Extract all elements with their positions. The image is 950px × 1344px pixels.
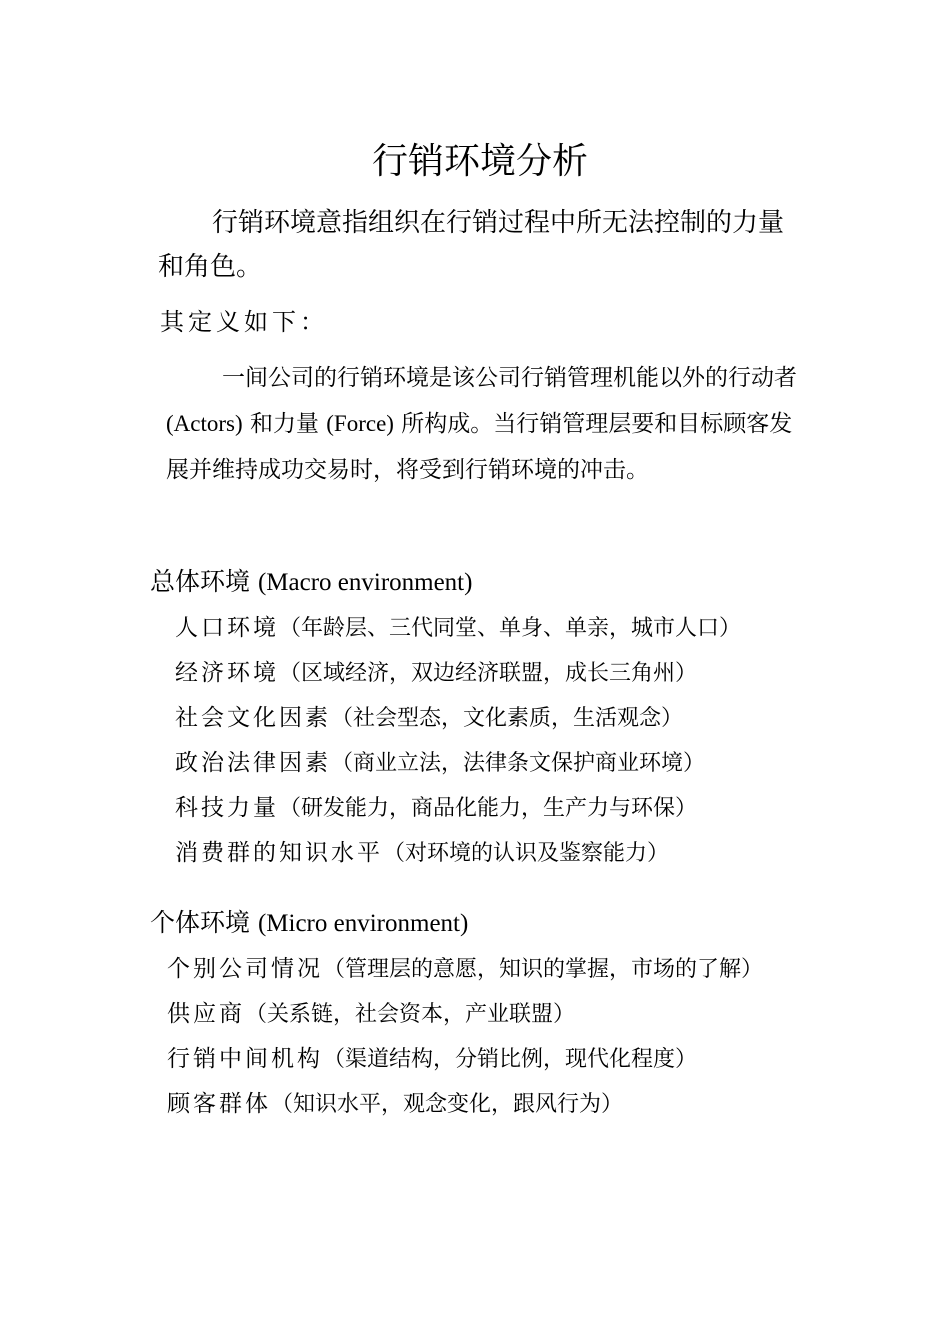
list-item xyxy=(175,651,741,696)
macro-heading xyxy=(150,564,472,601)
list-item-detail: （研发能力，商品化能力，生产力与环保） xyxy=(279,796,698,821)
list-item-detail: （社会型态，文化素质，生活观念） xyxy=(331,706,684,731)
list-item xyxy=(167,1037,763,1082)
micro-list xyxy=(167,947,763,1127)
list-item xyxy=(167,992,763,1037)
list-item-detail: （商业立法，法律条文保护商业环境） xyxy=(331,751,706,776)
list-item-term: 个别公司情况 xyxy=(167,956,323,982)
macro-list xyxy=(175,606,741,876)
list-item-term: 消费群的知识水平 xyxy=(175,840,383,866)
list-item-term: 经济环境 xyxy=(175,660,279,686)
definition-text-3: 所构成。当行销管理层要和目标顾客发展并维持成功交易时，将受到行销环境的冲击。 xyxy=(166,411,793,483)
list-item xyxy=(175,741,741,786)
list-item-detail: （关系链，社会资本，产业联盟） xyxy=(245,1002,576,1027)
page-title: 行销环境分析 xyxy=(371,141,588,182)
definition-force: (Force) xyxy=(326,411,394,436)
list-item-detail: （渠道结构，分销比例，现代化程度） xyxy=(323,1047,698,1072)
definition-label: 其定义如下： xyxy=(160,308,328,336)
list-item-term: 供应商 xyxy=(167,1001,245,1027)
list-item-term: 政治法律因素 xyxy=(175,750,331,776)
list-item xyxy=(167,947,763,992)
list-item-detail: （知识水平，观念变化，跟风行为） xyxy=(271,1092,624,1117)
list-item xyxy=(167,1082,763,1127)
list-item-term: 人口环境 xyxy=(175,615,279,641)
list-item-detail: （年龄层、三代同堂、单身、单亲，城市人口） xyxy=(279,616,742,641)
micro-heading xyxy=(150,905,468,942)
list-item xyxy=(175,786,741,831)
list-item xyxy=(175,831,741,876)
list-item-detail: （区域经济，双边经济联盟，成长三角州） xyxy=(279,661,698,686)
list-item-term: 顾客群体 xyxy=(167,1091,271,1117)
macro-heading-cn: 总体环境 xyxy=(150,567,258,596)
macro-heading-en: (Macro environment) xyxy=(257,569,473,596)
definition-actors: (Actors) xyxy=(166,411,243,436)
list-item xyxy=(175,696,741,741)
list-item-detail: （管理层的意愿，知识的掌握，市场的了解） xyxy=(323,957,764,982)
definition-paragraph xyxy=(166,355,811,493)
definition-text-1: 一间公司的行销环境是该公司行销管理机能以外的行动者 xyxy=(222,365,797,391)
list-item xyxy=(175,606,741,651)
micro-heading-cn: 个体环境 xyxy=(150,908,258,937)
list-item-detail: （对环境的认识及鉴察能力） xyxy=(383,841,670,866)
list-item-term: 行销中间机构 xyxy=(167,1046,323,1072)
list-item-term: 科技力量 xyxy=(175,795,279,821)
definition-text-2: 和力量 xyxy=(242,411,327,437)
intro-paragraph: 行销环境意指组织在行销过程中所无法控制的力量和角色。 xyxy=(158,208,785,282)
list-item-term: 社会文化因素 xyxy=(175,705,331,731)
micro-heading-en: (Micro environment) xyxy=(257,910,469,937)
